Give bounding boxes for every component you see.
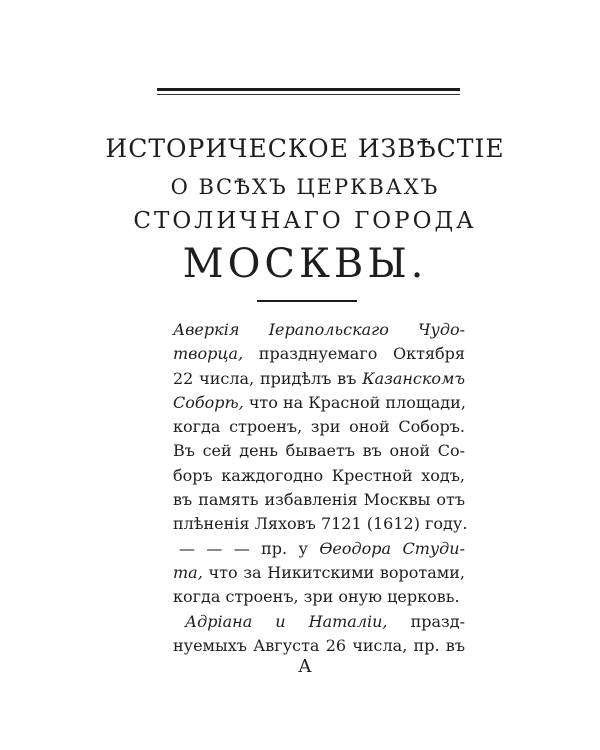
text-line: нуемыхъ Августа 26 числа, пр. въ	[173, 635, 465, 655]
catchword: А	[298, 656, 312, 677]
text-span: — — — пр. у	[179, 538, 308, 558]
text-line: плѣненія Ляховъ 7121 (1612) году.	[173, 514, 468, 534]
place-name: Казанскомъ	[362, 368, 465, 388]
text-line: Въ сей день бываетъ въ оной Со-	[173, 441, 465, 461]
text-line: когда строенъ, зри оной Соборъ.	[173, 417, 465, 437]
title-line-2: О ВСѢХЪ ЦЕРКВАХЪ	[170, 175, 440, 199]
text-line	[173, 537, 465, 561]
title-line-1: ИСТОРИЧЕСКОЕ ИЗВѢСТІЕ	[105, 134, 505, 163]
text-line: когда строенъ, зри оную церковь.	[173, 587, 460, 607]
text-line	[173, 610, 465, 634]
top-rule-thin	[157, 94, 460, 95]
entry-title: Ѳеодора Студи-	[319, 538, 466, 558]
title-divider	[257, 300, 357, 302]
entry-title: Аверкія Іерапольскаго Чудо-	[173, 320, 465, 339]
title-line-3: СТОЛИЧНАГО ГОРОДА	[133, 208, 477, 234]
entry-title: Адріана и Наталіи,	[185, 611, 388, 631]
entry-title: та,	[173, 562, 203, 582]
text-span: что за Никитскими воротами,	[208, 562, 465, 582]
top-rule	[157, 88, 460, 91]
text-line	[173, 561, 465, 585]
text-line	[173, 367, 465, 391]
entry-title: творца,	[173, 344, 244, 364]
text-line: боръ каждогодно Крестной ходъ,	[173, 465, 465, 485]
place-name: Соборѣ,	[173, 392, 244, 412]
text-span: что на Красной площади,	[248, 392, 466, 412]
body-text	[173, 318, 468, 658]
text-line: въ память избавленія Москвы отъ	[173, 490, 465, 510]
text-line	[173, 342, 465, 366]
title-line-4: МОСКВЫ.	[182, 241, 428, 287]
text-span: 22 числа, придѣлъ въ	[173, 368, 357, 388]
text-line	[173, 391, 465, 415]
text-span: празднуемаго Октября	[258, 344, 465, 364]
text-span: празд-	[410, 611, 465, 631]
text-line	[173, 318, 465, 342]
